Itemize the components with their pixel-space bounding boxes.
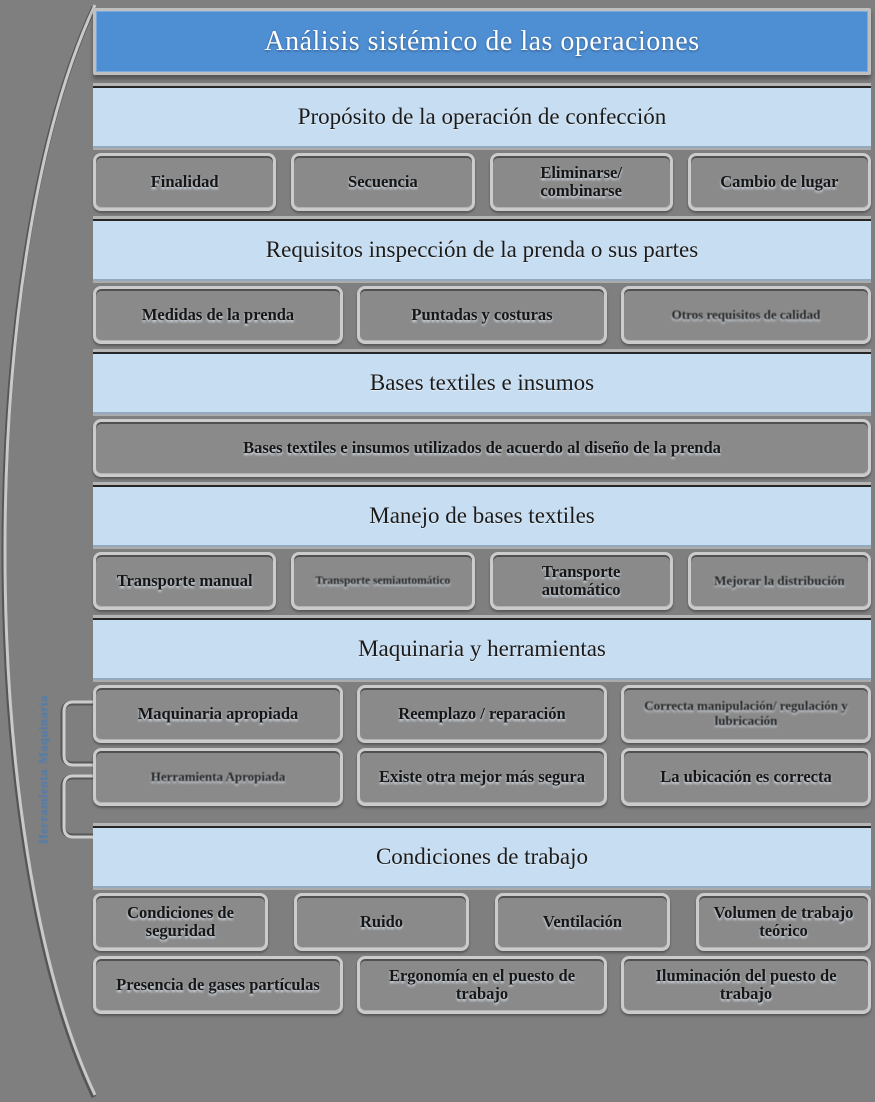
box-presencia-gases <box>93 956 343 1014</box>
section-header-requisitos: Requisitos inspección de la prenda o sus partes <box>93 219 871 281</box>
box-label: Ergonomía en el puesto de trabajo <box>388 965 576 1003</box>
box-existe-otra-mejor <box>357 748 607 806</box>
box-label: Transporte automático <box>541 561 621 599</box>
box-label: Secuencia <box>348 171 418 191</box>
box-transporte-manual <box>93 552 276 610</box>
box-label: Medidas de la prenda <box>141 304 295 324</box>
box-label: Eliminarse/ combinarse <box>540 162 622 200</box>
box-label: Cambio de lugar <box>720 171 839 191</box>
section-header-maquinaria: Maquinaria y herramientas <box>93 618 871 680</box>
section-header-condiciones: Condiciones de trabajo <box>93 826 871 888</box>
proposito-boxes-row <box>93 153 871 211</box>
box-herramienta-apropiada <box>93 748 343 806</box>
box-label: Puntadas y costuras <box>411 304 553 324</box>
left-parenthesis-brace <box>0 0 100 1102</box>
section-header-manejo-bases: Manejo de bases textiles <box>93 485 871 547</box>
box-bases-textiles-diseno <box>93 419 871 477</box>
maquinaria-boxes-row <box>93 685 871 743</box>
box-label: Correcta manipulación/ regulación y lubricación <box>644 698 848 728</box>
bases-textiles-boxes-row <box>93 419 871 477</box>
box-label: Condiciones de seguridad <box>127 902 234 940</box>
box-transporte-automatico <box>490 552 673 610</box>
manejo-boxes-row <box>93 552 871 610</box>
box-correcta-manipulacion <box>621 685 871 743</box>
box-maquinaria-apropiada <box>93 685 343 743</box>
requisitos-boxes-row <box>93 286 871 344</box>
box-medidas-prenda <box>93 286 343 344</box>
box-label: La ubicación es correcta <box>660 766 832 786</box>
side-label-maquinaria: Maquinaria <box>36 695 51 765</box>
box-label: Herramienta Apropiada <box>150 768 286 784</box>
box-label: Volumen de trabajo teórico <box>713 902 854 940</box>
box-reemplazo-reparacion <box>357 685 607 743</box>
box-label: Transporte semiautomático <box>315 574 451 587</box>
box-label: Presencia de gases partículas <box>116 974 320 994</box>
box-ergonomia-puesto <box>357 956 607 1014</box>
box-label: Otros requisitos de calidad <box>671 306 821 322</box>
box-label: Existe otra mejor más segura <box>379 766 585 786</box>
box-mejorar-distribucion <box>688 552 871 610</box>
section-header-proposito: Propósito de la operación de confección <box>93 86 871 148</box>
box-volumen-trabajo-teorico <box>696 893 871 951</box>
herramientas-boxes-row <box>93 748 871 806</box>
box-label: Transporte manual <box>116 570 253 590</box>
diagram-title: Análisis sistémico de las operaciones <box>93 8 871 75</box>
box-label: Finalidad <box>150 171 219 191</box>
box-ruido <box>294 893 469 951</box>
box-label: Iluminación del puesto de trabajo <box>655 965 837 1003</box>
machinery-tools-group-brackets <box>0 0 100 1102</box>
diagram-column <box>93 8 871 1022</box>
side-label-herramienta: Herramienta <box>36 769 51 845</box>
condiciones-boxes-row-2 <box>93 956 871 1014</box>
box-iluminacion-puesto <box>621 956 871 1014</box>
box-label: Mejorar la distribución <box>714 572 845 588</box>
box-label: Reemplazo / reparación <box>398 703 566 723</box>
box-ubicacion-correcta <box>621 748 871 806</box>
box-label: Ruido <box>359 911 404 931</box>
box-ventilacion <box>495 893 670 951</box>
box-eliminarse-combinarse <box>490 153 673 211</box>
box-label: Bases textiles e insumos utilizados de acuerdo al diseño de la prenda <box>243 437 721 457</box>
box-condiciones-seguridad <box>93 893 268 951</box>
box-secuencia <box>291 153 474 211</box>
box-label: Ventilación <box>542 911 623 931</box>
box-label: Maquinaria apropiada <box>137 703 299 723</box>
box-cambio-de-lugar <box>688 153 871 211</box>
section-header-bases-textiles: Bases textiles e insumos <box>93 352 871 414</box>
box-puntadas-costuras <box>357 286 607 344</box>
box-otros-requisitos <box>621 286 871 344</box>
box-finalidad <box>93 153 276 211</box>
box-transporte-semiautomatico <box>291 552 474 610</box>
condiciones-boxes-row-1 <box>93 893 871 951</box>
